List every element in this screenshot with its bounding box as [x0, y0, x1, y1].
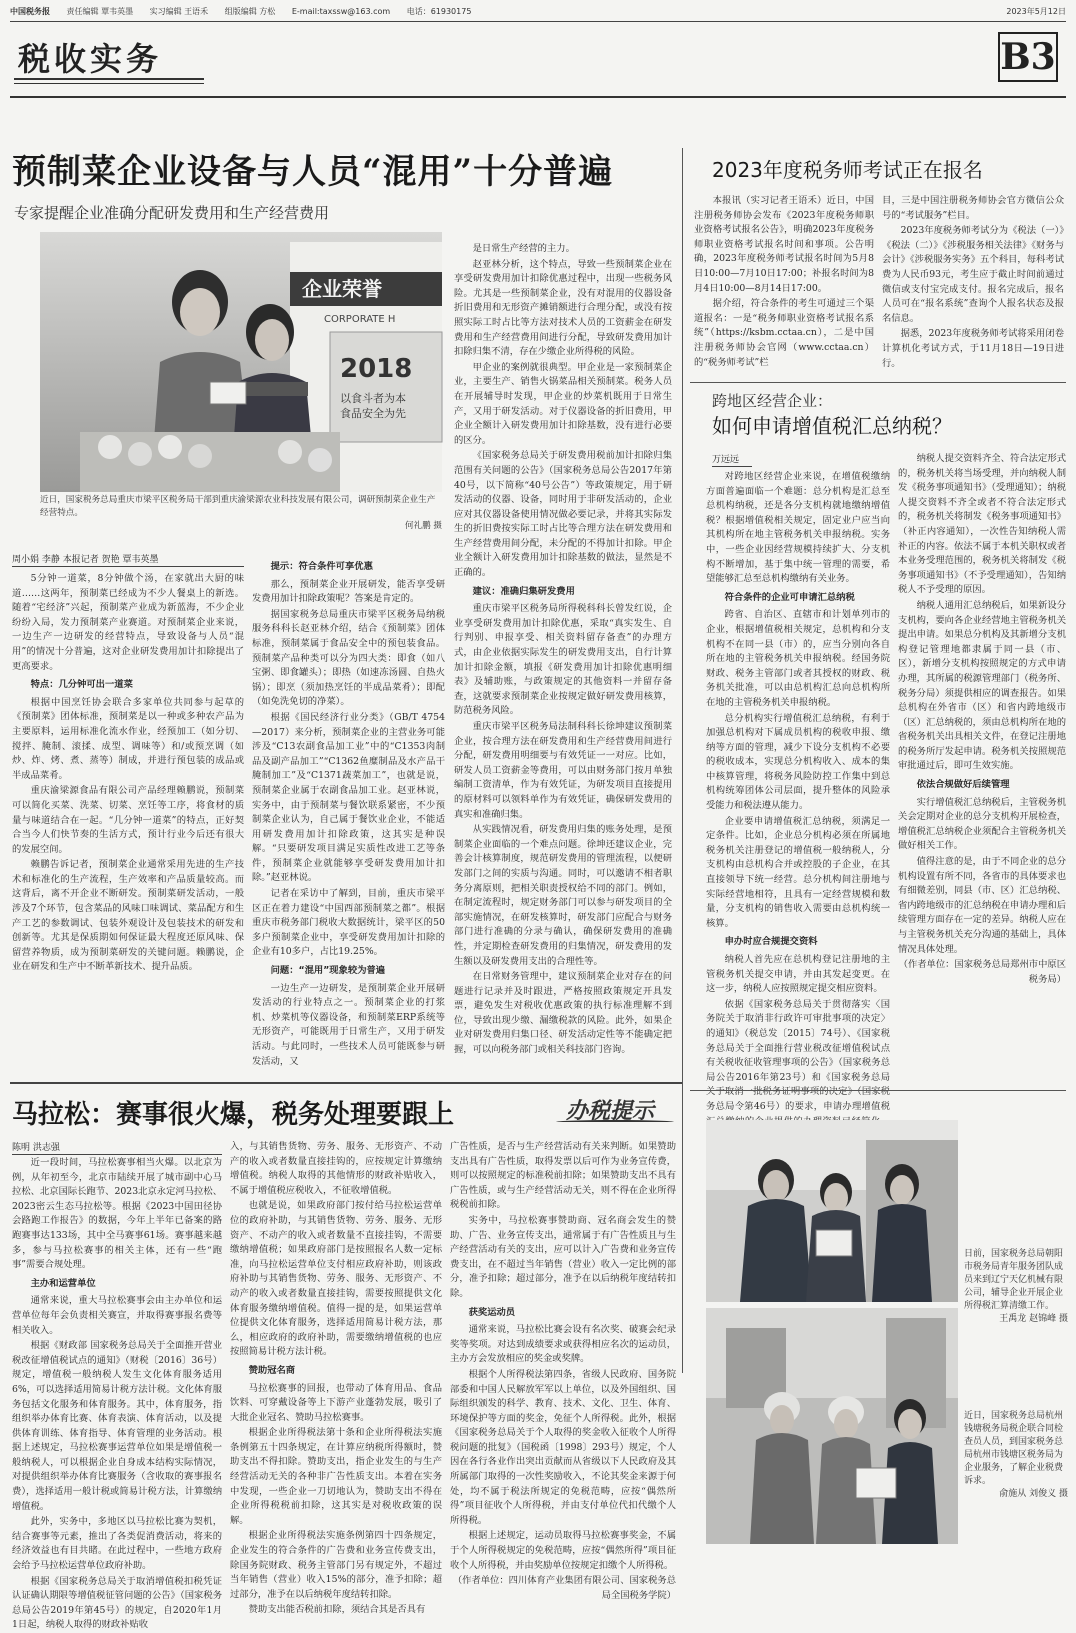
email: E-mail:taxssw@163.com — [291, 7, 391, 16]
paragraph: 纳税人提交资料齐全、符合法定形式的，税务机关将当场受理，并向纳税人制发《税务事项通知书》（受理通知）；纳税人提交资料不齐全或者不符合法定形式的，税务机关将制发《税务事项通知书》（补正内容通知），一次性告知纳税人需补正的内容。依法不属于本机关职权或者本业务受理范围的，税务机关将制发《税务事项通知书》（不予受理通知），告知纳税人不予受理的原因。 — [898, 453, 1066, 596]
paragraph: 根据《财政部 国家税务总局关于全面推开营业税改征增值税试点的通知》（财税〔2016〕36号）规定，增值税一般纳税人发生文化体育服务适用6%，可以选择适用简易计税方法计税。文化体育服务包括文化服务和体育服务。其中，体育服务，指组织举办体育比赛、体育表演、体育活动，以及提供体育训练、体育指导、体育管理的业务活动。根据上述规定，马拉松赛事运营单位如果是增值税一般纳税人，可以根据企业自身成本结构实际情况，对提供组织举办体育比赛服务（含收取的赛事报名费），选择适用一般计税或简易计税方法，计算缴纳增值税。 — [12, 1340, 222, 1512]
paragraph: 根据企业所得税法第十条和企业所得税法实施条例第五十四条规定，在计算应纳税所得额时，赞助支出不得扣除。赞助支出，指企业发生的与生产经营活动无关的各种非广告性质支出。本着在实务中发现，一些企业一刀切地认为，赞助支出不得在企业所得税税前扣除，这其实是对税收政策的误解。 — [230, 1427, 442, 1526]
photo2-caption — [964, 1248, 1068, 1326]
article1-byline: 周小娟 李静 本报记者 贺艳 覃韦英墨 — [12, 552, 244, 567]
photo3-caption-text: 近日，国家税务总局杭州钱塘税务局税企联合同检查员人员，到国家税务总局杭州市钱塘区税务局为企业服务，了解企业税费诉求。 — [964, 1411, 1064, 1486]
subheading: 依法合规做好后续管理 — [916, 779, 1010, 791]
paragraph: 从实践情况看，研发费用归集的账务处理，是预制菜企业面临的一个难点问题。徐坤还建议企业，完善会计核算制度，规范研发费用的管理流程，以便研发部门之间的实质与沟通。同时，可以邀请不相者职务分离原则，把相关职责授权给不同的部门。例如，在制定流程时，规定财务部门可以参与研发项目的全部实施情况，在研发核算时，研发部门应配合与财务部门进行准确的分录与确认，确保研发费用的准确性，并定期检查研发费用的归集情况，研发费用的发生额以及研发费用支出的合理性等。 — [454, 824, 672, 967]
article1-caption-text: 近日，国家税务总局重庆市梁平区税务局干部到重庆渝梁源农业科技发展有限公司，调研预制菜企业生产经营特点。 — [40, 495, 436, 518]
paragraph: 也就是说，如果政府部门按付给马拉松运营单位的政府补助，与其销售货物、劳务、服务、无形资产、不动产的收入或者数量不直接挂钩，不需要缴纳增值税；如果政府部门是按照报名人数一定标准，向马拉松运营单位支付相应政府补助，则该政府补助与其销售货物、劳务、服务、无形资产、不动产的收入或者数量直接挂钩，需要按照提供文化体育服务缴纳增值税。值得一提的是，如果运营单位提供文化体育服务，选择适用简易计税方法，那么，相应政府的政府补助，需要缴纳增值税的也应按照简易计税方法计税。 — [230, 1200, 442, 1358]
paragraph: 根据个人所得税法第四条，省级人民政府、国务院部委和中国人民解放军军以上单位，以及外国组织、国际组织颁发的科学、教育、技术、文化、卫生、体育、环境保护等方面的奖金，免征个人所得税。此外，根据《国家税务总局关于个人取得的奖金收入征收个人所得税问题的批复》（国税函〔1998〕293号）规定，个人因在各行各业作出突出贡献而从省级以下人民政府及其所属部门取得的一次性奖励收入，不论其奖金来源于何处，均不属于税法所规定的免税范畴，应按“偶然所得”项目征收个人所得税，并由支付单位代扣代缴个人所得税。 — [450, 1368, 676, 1526]
paragraph: 通常来说，重大马拉松赛事会由主办单位和运营单位每年会负责相关赛宣，并取得赛事报名费等相关收入。 — [12, 1295, 222, 1336]
paragraph: 纳税人通用汇总纳税后，如果新设分支机构，要向各企业经营地主管税务机关提出申请。如果总分机构及其新增分支机构登记管理地都隶属于同一县（市、区），新增分支机构按照规定的方式申请办理，其所属的税源管理部门（税务所、税务分局）须提供相应的调查报告。如果总机构在外省市（区）和省内跨地级市（区）汇总纳税的，须由总机构所在地的省税务机关出具相关文件，在登记注册地的税务所厅发起申请。税务机关按照规范审批通过后，即可生效实施。 — [898, 599, 1066, 772]
paragraph: 依据《国家税务总局关于贯彻落实〈国务院关于取消非行政许可审批事项的决定〉的通知》（税总发〔2015〕74号）、《国家税务总局关于全面推行营业税改征增值税试点有关税收征收管理事项的公告》（国家税务总局公告2016年第23号）和《国家税务总局关于取消一批税务证明事项的决定》（国家税务总局令第46号）的要求，申请办理增值税 — [706, 998, 890, 1112]
article3-column-1 — [706, 470, 890, 1112]
paragraph: 赵亚林分析，这个特点，导致一些预制菜企业在享受研发费用加计扣除优惠过程中，出现一些税务风险。尤其是一些预制菜企业，没有对混用的仪器设备折旧费用和无形资产摊销额进行合理分配，或没有按照实际工时占比等方法对技术人员的工资薪金在研发费用和生产经营费用间进行分配，导致研发费用加计扣除归集不清，存在少缴企业所得税的风险。 — [454, 258, 672, 358]
article2-column-2 — [882, 194, 1064, 374]
intern-editor: 实习编辑 王语禾 — [149, 7, 209, 16]
paragraph: 在日常财务管理中，建议预制菜企业对存在的问题进行记录并及时跟进，严格按照政策规定开具发票，避免发生对税收优惠政策的执行标准理解不到位，导致出现少缴、漏缴税款的风险。此外，如果企业对研发费用归集口径、研发活动定性等不能确定把握，可以向税务部门或相关科技部门咨询。 — [454, 971, 672, 1056]
paragraph: 据悉，2023年度税务师考试将采用闭卷计算机化考试方式，于11月18日—19日进行。 — [882, 328, 1064, 369]
section-header — [10, 26, 1066, 90]
divider — [690, 1090, 1066, 1091]
subheading: 主办和运营单位 — [30, 1277, 96, 1289]
paragraph: 企业要申请增值税汇总纳税，须满足一定条件。比如，企业总分机构必须在所属地税务机关注册登记的增值税一般纳税人，分支机构由总机构合并或控股的子企业，在其直接领导下统一经营。总分机构间注册地与实际经营地相符，且具有一定经营规模和数量，分支机构的销售收入需要由总机构统一核算。 — [706, 815, 890, 929]
paragraph: 根据《国家税务总局关于取消增值税扣税凭证认证确认期限等增值税征管问题的公告》（国家税务总局公告2019年第45号）的规定，自2020年1月1日起，纳税人取得的财政补贴收 — [12, 1575, 222, 1631]
article2-column-1 — [694, 194, 874, 374]
paragraph: 是日常生产经营的主力。 — [472, 243, 575, 254]
article1-column-3 — [454, 242, 672, 1074]
layout-editor: 组版编辑 方松 — [224, 7, 276, 16]
article1-column-2 — [252, 556, 445, 1074]
paragraph: 纳税人首先应在总机构登记注册地的主管税务机关提交申请，并由其发起变更。在这一步，纳税人应按照规定提交相应资料。 — [706, 954, 890, 995]
subheading: 符合条件的企业可申请汇总纳税 — [724, 591, 855, 603]
section-underline — [14, 78, 204, 84]
article4-column-3 — [450, 1140, 676, 1601]
paragraph: 据介绍，符合条件的考生可通过三个渠道报名：一是“税务师职业资格考试报名系统”（https://ksbm.cctaa.cn），二是中国注册税务师协会官网（www.cctaa.cn）的“税务师考试”栏 — [694, 298, 874, 368]
issue-date: 2023年5月12日 — [1006, 7, 1066, 16]
photo2-caption-text: 日前，国家税务总局朝阳市税务局青年服务团队成员来到辽宁天亿机械有限公司，辅导企业开展企业所得税汇算清缴工作。 — [964, 1249, 1064, 1311]
article1-subheadline: 专家提醒企业准确分配研发费用和生产经营费用 — [14, 204, 330, 222]
phone: 电话：61930175 — [406, 7, 472, 16]
divider — [10, 1082, 682, 1084]
subheading: 提示：符合条件可享优惠 — [270, 561, 373, 572]
sign-honor: 企业荣誉 — [302, 277, 382, 301]
subheading: 获奖运动员 — [468, 1306, 516, 1318]
poster-line1: 以食斗者为本 — [340, 392, 406, 405]
paragraph: 根据企业所得税法实施条例第四十四条规定，企业发生的符合条件的广告费和业务宣传费支出，除国务院财政、税务主管部门另有规定外，不超过当年销售（营业）收入15%的部分，准予扣除；超过部分，准予在以后纳税年度结转扣除。 — [230, 1530, 442, 1600]
editor: 责任编辑 覃韦英墨 — [66, 7, 134, 16]
paragraph: 实务中，马拉松赛事赞助商、冠名商会发生的赞助、广告、业务宣传支出，通常属于有广告性质且与生产经营活动有关的支出，应可以计入广告费和业务宣传费支出，在不超过当年销售（营业）收入一定比例的部分，准予扣除；超过部分，准予在以后纳税年度结转扣除。 — [450, 1214, 676, 1299]
article1-headline: 预制菜企业设备与人员“混用”十分普遍 — [12, 152, 614, 192]
paragraph: 《国家税务总局关于研发费用税前加计扣除归集范围有关问题的公告》（国家税务总局公告2017年第40号，以下简称“40号公告”）等政策规定，用于研发活动的仪器、设备，同时用于非研发活动的，企业应对其仪器设备使用情况做必要记录，并将其实际发生的折旧费按实际工时占比等合理方法在研发费用和生产经营费用间分配，未分配的不得加计扣除。甲企业全额计入研发费用加计扣除基数的做法，显然是不正确的。 — [454, 450, 672, 579]
author-unit: （作者单位：国家税务总局郑州市中原区税务局） — [898, 959, 1066, 985]
paragraph: 值得注意的是，由于不同企业的总分机构设置有所不同，各省市的具体要求也有细微差别，同县（市、区）汇总纳税、省内跨地级市的汇总纳税在申请办理和后续管理方面存在一定的差异。纳税人应在与主管税务机关充分沟通的基础上，具体情况具体处理。 — [898, 856, 1066, 955]
paragraph: 根据《国民经济行业分类》（GB/T 4754—2017）来分析，预制菜企业的主营业务可能涉及“C13农副食品加工业”中的“C1353肉制品及副产品加工”“C1362鱼糜制品及水产品干腌制加工”及“C1371蔬菜加工”，也就是说，预制菜企业属于农副食品加工业。赵亚林说，实务中，由于预制菜与餐饮联系紧密，不少预制菜企业认为，自己属于餐饮业企业，不能适用研发费用加计扣除政策，这其实是种误解。“只要研发项目满足实质性改进工艺等条件，预制菜企业就能够享受研发费用加计扣除。”赵亚林说。 — [252, 711, 445, 884]
divider — [690, 382, 1066, 383]
paragraph: 5分钟一道菜，8分钟做个汤，在家就出大厨的味道……这两年，预制菜已经成为不少人餐桌上的新选。随着“宅经济”兴起，预制菜产业成为新蓝海，不少企业纷纷入局，发力预制菜产业赛道。对预制菜企业来说，一边生产一边研发的经营特点，导致设备与人员“混用”的情况十分普遍，这对企业研发费用加计扣除提出了更高要求。 — [12, 573, 244, 672]
paragraph: 那么，预制菜企业开展研发，能否享受研发费用加计扣除政策呢？答案是肯定的。 — [252, 578, 445, 605]
photo3-credit: 俞施从 刘俊义 摄 — [999, 1489, 1068, 1499]
article2-headline: 2023年度税务师考试正在报名 — [712, 158, 983, 182]
article4-byline: 陈明 洪志强 — [12, 1140, 222, 1155]
paragraph: 赞助支出能否税前扣除，须结合其是否具有 — [248, 1604, 426, 1616]
paragraph: 实行增值税汇总纳税后，主管税务机关会定期对企业的总分支机构开展检查，增值税汇总纳税企业须配合主管税务机关做好相关工作。 — [898, 796, 1066, 852]
paragraph: 重庆市梁平区税务局法制科科长徐坤建议预制菜企业，按合理方法在研发费用和生产经营费用间进行分配，研发费用明细要与有效凭证一一对应。比如，研发人员工资薪金等费用，可以由财务部门按月单独编制工资清单，作为有效凭证，为研发项目直接提用的原材料可以领料单作为有效凭证，确保研发费用的真实和准确归集。 — [454, 721, 672, 820]
masthead-bar — [10, 4, 1066, 22]
paragraph: 一边生产一边研发，是预制菜企业开展研发活动的行业特点之一。预制菜企业的打浆机、炒菜机等仪器设备，和预制菜ERP系统等无形资产，可能既用于日常生产，又用于研发活动。与此同时，一些技术人员可能既参与研发活动，又 — [252, 982, 445, 1067]
photo3-caption — [964, 1410, 1068, 1501]
photo2-credit: 王禹龙 赵锦峰 摄 — [999, 1314, 1068, 1324]
paragraph: 据国家税务总局重庆市梁平区税务局纳税服务科科长赵亚林介绍，结合《预制菜》团体标准，预制菜属于食品安全中的预包装食品。预制菜产品种类可以分为四大类：即食（如八宝粥、即食罐头）；即热（如速冻汤圆、自热火锅）；即烹（须加热烹饪的半成品菜肴）；即配（如免洗免切的净菜）。 — [252, 608, 445, 708]
photo-officers-in-factory — [706, 1120, 958, 1302]
column-divider — [682, 148, 683, 1373]
subheading: 申办时应合规提交资料 — [724, 936, 818, 948]
header-rule — [10, 96, 1066, 98]
paragraph: 根据中国烹饪协会联合多家单位共同参与起草的《预制菜》团体标准，预制菜是以一种或多种农产品为主要原料，运用标准化流水作业，经预加工（如分切、搅拌、腌制、滚揉、成型、调味等）和/或预烹调（如炒、炸、烤、煮、蒸等）制成，并进行预包装的成品或半成品菜肴。 — [12, 696, 244, 781]
paragraph: 2023年度税务师考试分为《税法（一）》《税法（二）》《涉税服务相关法律》《财务与会计》《涉税服务实务》五个科目，每科考试费为人民币93元，考生应于截止时间前通过微信或支付宝完成支付。报名完成后，报名人员可在“报名系统”查询个人报名状态及报名信息。 — [882, 225, 1064, 324]
paragraph: 本报讯（实习记者王语禾）近日，中国注册税务师协会发布《2023年度税务师职业资格考试报名公告》，明确2023年度税务师职业资格考试报名时间和事项。公告明确，2023年度税务师考试报名时间为5月8日10:00—7月10日17:00；补报名时间为8月4日10:00—8月14日17:00。 — [694, 195, 874, 294]
author-unit: （作者单位：四川体育产业集团有限公司、国家税务总局全国税务学院） — [452, 1575, 676, 1601]
paragraph: 甲企业的案例就很典型。甲企业是一家预制菜企业，主要生产、销售火锅菜品相关预制菜。税务人员在开展辅导时发现，甲企业的炒菜机既用于日常生产，又用于研发活动。对于仪器设备的折旧费用，甲企业全额计入研发费用加计扣除基数，没有进行必要的区分。 — [454, 361, 672, 446]
article4-column-1 — [12, 1156, 222, 1631]
paragraph: 跨省、自治区、直辖市和计划单列市的企业，根据增值税相关规定，总机构和分支机构不在同一县（市）的，应当分别向各自所在地的主管税务机关申报纳税。经国务院财政、税务主管部门或者其授权的财政、税务机关批准，可以由总机构汇总向总机构所在地的主管税务机关申报纳税。 — [706, 609, 890, 708]
paragraph: 重庆市梁平区税务局所得税科科长曾发红说，企业享受研发费用加计扣除优惠，采取“真实发生、自行判别、申报享受、相关资料留存备查”的办理方式，由企业依据实际发生的研发费用支出，自行计算加计扣除金额，填报《研发费用加计扣除优惠明细表》及辅助账，与政策规定的其他资料一并留存备查，这就要求预制菜企业按规定做好研发费用核算，防范税务风险。 — [454, 603, 672, 717]
paragraph: 总分机构实行增值税汇总纳税，有利于加强总机构对下属成员机构的税收申报、缴纳等方面的管理，减少下设分支机构不必要的税收成本，实现总分机构收入、成本的集中核算管理，将税务风险防控工作集中到总机构统筹团体公司层面，提升整体的风险承受能力和税法遵从能力。 — [706, 712, 890, 812]
article4-column-2 — [230, 1140, 442, 1616]
article4-headline: 马拉松：赛事很火爆，税务处理要跟上 — [12, 1100, 455, 1130]
article1-photo-credit: 何礼鹏 摄 — [404, 521, 442, 531]
paper-name: 中国税务报 — [10, 7, 50, 16]
paragraph: 广告性质，是否与生产经营活动有关来判断。如果赞助支出具有广告性质，取得发票以后可作为业务宣传费，则可以按照规定的标准税前扣除；如果赞助支出不具有广告性质，或与生产经营活动无关，则不得在企业所得税税前扣除。 — [450, 1141, 676, 1211]
paragraph: 对跨地区经营企业来说，在增值税缴纳方面普遍面临一个难题：总分机构是汇总至总机构纳税，还是各分支机构就地缴纳增值税？根据增值税相关规定，固定业户应当向其机构所在地主管税务机关申报纳税。实务中，一些企业因经营规模持续扩大、分支机构不断增加，基于集中统一管理的需要，希望能够汇总至总机构缴纳有关业务。 — [706, 471, 890, 585]
tax-tip-badge — [556, 1090, 674, 1128]
paragraph: 近一段时间，马拉松赛事相当火爆。以北京为例，从年初至今，北京市陆续开展了城市副中心马拉松、北京国际长跑节、2023北京永定河马拉松、2023密云生态马拉松等。根据《2023中国田径协会路跑工作报告》的数据，今年上半年已备案的路跑赛事达133场，其中全马赛事61场。赛事越来越多，参与马拉松赛事的相关主体，还有一些“跑事”需要合规处理。 — [12, 1157, 222, 1271]
subheading: 建议：准确归集研发费用 — [472, 585, 575, 597]
paragraph: 此外，实务中，多地区以马拉松比赛为契机，结合赛事等元素，推出了各类促消费活动，将来的经济效益也有目共睹。在此过程中，一些地方政府会给予马拉松运营单位政府补助。 — [12, 1516, 222, 1572]
article1-photo-caption — [40, 494, 442, 533]
photo-enterprise-visit — [706, 1308, 958, 1544]
paragraph: 根据上述规定，运动员取得马拉松赛事奖金，不属于个人所得税规定的免税范畴，应按“偶然所得”项目征收个人所得税，并由奖励单位按规定扣缴个人所得税。 — [450, 1530, 676, 1571]
article3-column-2 — [898, 452, 1066, 1078]
subheading: 赞助冠名商 — [248, 1364, 296, 1376]
article1-photo — [40, 232, 442, 492]
paragraph: 马拉松赛事的回报，也带动了体育用品、食品饮料、可穿戴设备等上下游产业蓬勃发展，吸引了大批企业冠名、赞助马拉松赛事。 — [230, 1382, 442, 1423]
tip-swoosh — [556, 1120, 674, 1124]
paragraph: 赖鹏告诉记者，预制菜企业通常采用先进的生产技术和标准化的生产流程，生产效率和产品质量较高。而这背后，离不开企业不断研发。预制菜研发活动，一般涉及7个环节，包含菜品的风味口味调试、菜品配方和生产工艺的参数调试、包装外观设计及包装技术的研发和创新等。尤其是保质期如何保证最大程度还原风味、保留营养物质，成为预制菜研发的关键问题。赖鹏说，企业在研发和生产中不断革新技术、提升品质。 — [12, 859, 244, 973]
article3-kicker: 跨地区经营企业： — [712, 392, 833, 410]
article3-headline: 如何申请增值税汇总纳税？ — [712, 414, 952, 438]
article1-column-1 — [12, 572, 244, 1074]
subheading: 特点：几分钟可出一道菜 — [30, 679, 133, 691]
article3-byline: 万远远 — [712, 452, 752, 467]
photo-tax-service-team — [706, 1120, 958, 1302]
poster-line2: 食品安全为先 — [340, 407, 406, 420]
paragraph: 通常来说，马拉松比赛会设有名次奖、破赛会纪录奖等奖项。对达到成绩要求或获得相应名次的运动员，主办方会发放相应的奖金或奖牌。 — [450, 1324, 676, 1365]
poster-year: 2018 — [340, 354, 413, 384]
photo-officers-with-workers — [706, 1308, 958, 1544]
paragraph: 入，与其销售货物、劳务、服务、无形资产、不动产的收入或者数量直接挂钩的，应按规定计算缴纳增值税。纳税人取得的其他情形的财政补贴收入，不属于增值税应税收入，不征收增值税。 — [230, 1141, 442, 1196]
paragraph: 目，三是中国注册税务师协会官方微信公众号的“考试服务”栏目。 — [882, 195, 1064, 221]
paragraph: 记者在采访中了解到，目前，重庆市梁平区正在着力建设“中国西部预制菜之都”。根据重庆市税务部门税收大数据统计，梁平区的50多户预制菜企业中，享受研发费用加计扣除的企业有10多户，占比19.25%。 — [252, 888, 445, 958]
tip-label: 办税提示 — [566, 1098, 655, 1124]
subheading: 问题：“混用”现象较为普遍 — [270, 965, 386, 977]
sign-english: CORPORATE H — [324, 314, 396, 325]
section-title: 税收实务 — [18, 40, 163, 78]
paragraph: 重庆渝梁源食品有限公司产品经理赖鹏说，预制菜可以简化买菜、洗菜、切菜、烹饪等工序，将食材的质量与味道结合在一起。“几分钟一道菜”的特点，正好契合当今人们快节奏的生活方式，预计行业今后还有很大的发展空间。 — [12, 785, 244, 855]
page-code: B3 — [998, 32, 1058, 82]
photo-canned-goods-inspection — [40, 232, 442, 492]
